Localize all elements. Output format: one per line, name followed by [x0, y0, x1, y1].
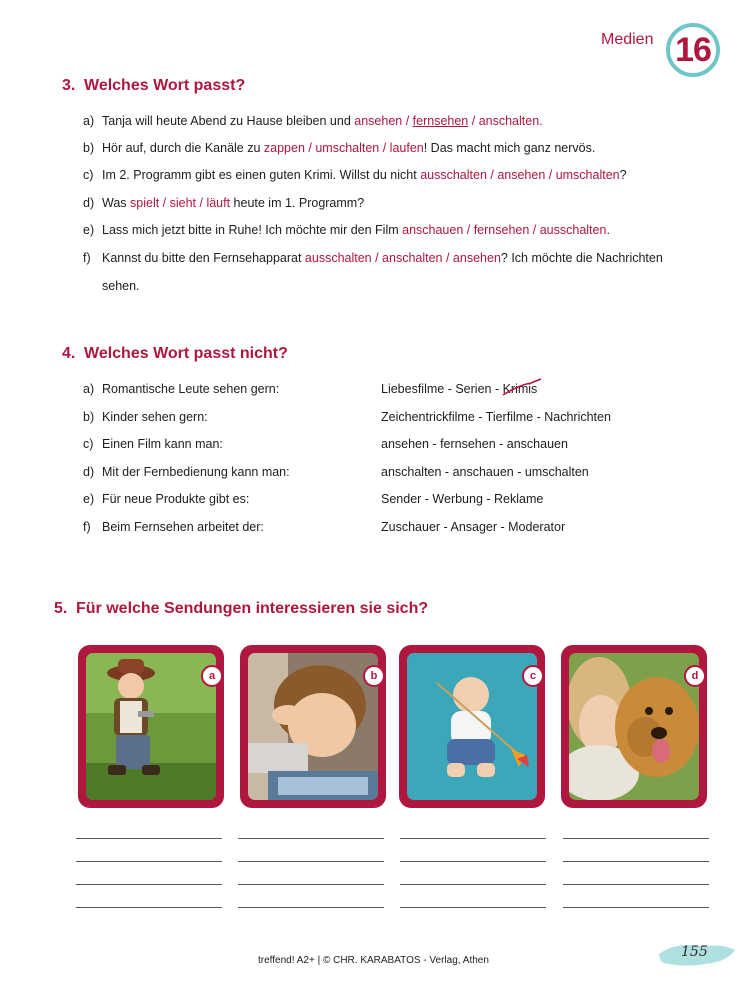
photo-card-b	[240, 645, 386, 808]
photo-badge-b: b	[363, 665, 385, 687]
selected-answer: fernsehen	[412, 114, 469, 128]
answer-line-b-2[interactable]	[238, 861, 384, 862]
answer-line-a-1[interactable]	[76, 838, 222, 839]
answer-line-b-4[interactable]	[238, 907, 384, 908]
strikethrough-mark-icon	[501, 377, 543, 399]
answer-line-c-2[interactable]	[400, 861, 546, 862]
chapter-label: Medien	[601, 31, 654, 48]
exercise-4-item-f-options: Zuschauer - Ansager - Moderator	[381, 520, 566, 534]
photo-badge-d: d	[684, 665, 706, 687]
exercise-4-item-b-options: Zeichentrickfilme - Tierfilme - Nachrichten	[381, 410, 611, 424]
answer-line-a-2[interactable]	[76, 861, 222, 862]
exercise-4-item-a-options: Liebesfilme - Serien - Krimis	[381, 381, 537, 397]
photo-card-a	[78, 645, 224, 808]
chapter-number-badge	[666, 23, 720, 77]
exercise-3-item-f-continued: sehen.	[102, 279, 140, 293]
page-number: 155	[681, 944, 708, 960]
answer-line-d-1[interactable]	[563, 838, 709, 839]
footer-credit: treffend! A2+ | © CHR. KARABATOS - Verlag, Athen	[258, 955, 489, 966]
photo-baby	[407, 653, 537, 800]
answer-line-c-1[interactable]	[400, 838, 546, 839]
exercise-5-heading: 5. Für welche Sendungen interessieren sie sich?	[54, 600, 429, 617]
answer-line-b-1[interactable]	[238, 838, 384, 839]
photo-card-c	[399, 645, 545, 808]
photo-boy-cowboy	[86, 653, 216, 800]
exercise-4-item-c-options: ansehen - fernsehen - anschauen	[381, 437, 568, 451]
answer-line-d-4[interactable]	[563, 907, 709, 908]
photo-badge-a: a	[201, 665, 223, 687]
photo-badge-c: c	[522, 665, 544, 687]
exercise-4-item-e-options: Sender - Werbung - Reklame	[381, 492, 544, 506]
answer-line-c-4[interactable]	[400, 907, 546, 908]
chapter-number: 16	[675, 31, 711, 69]
photo-woman-with-dog	[569, 653, 699, 800]
photo-card-d	[561, 645, 707, 808]
photo-boy-reading	[248, 653, 378, 800]
answer-line-c-3[interactable]	[400, 884, 546, 885]
crossed-out-word: Krimis	[503, 381, 538, 397]
answer-line-a-3[interactable]	[76, 884, 222, 885]
answer-line-b-3[interactable]	[238, 884, 384, 885]
exercise-3-heading: 3. Welches Wort passt?	[62, 77, 246, 94]
exercise-4-item-d-options: anschalten - anschauen - umschalten	[381, 465, 589, 479]
exercise-4-heading: 4. Welches Wort passt nicht?	[62, 345, 288, 362]
answer-line-a-4[interactable]	[76, 907, 222, 908]
answer-line-d-3[interactable]	[563, 884, 709, 885]
answer-line-d-2[interactable]	[563, 861, 709, 862]
